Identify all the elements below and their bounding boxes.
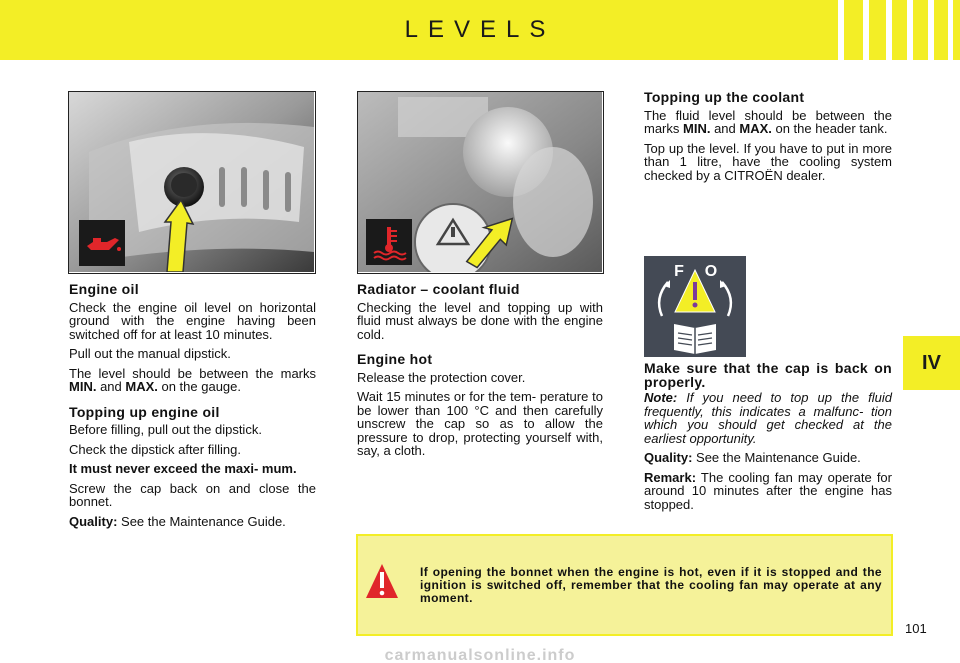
topping-oil-text: Check the dipstick after filling. <box>69 441 241 457</box>
coolant-temperature-icon <box>366 219 412 265</box>
cap-quality: Quality: See the Maintenance Guide. <box>644 450 861 465</box>
column-engine-oil <box>69 283 316 534</box>
column-cap <box>644 362 892 517</box>
coolant-level-text: The fluid level should be between the marks MIN. and MAX. on the header tank. <box>644 107 892 136</box>
topping-oil-caution: It must never exceed the maxi- mum. <box>69 461 297 476</box>
engine-oil-level-text: The level should be between the marks MIN. and MAX. on the gauge. <box>69 365 316 394</box>
coolant-text: Top up the level. If you have to put in more than 1 litre, have the cooling system checked by a CITROËN dealer. <box>644 140 892 183</box>
symbol-letter-f: F <box>674 263 684 280</box>
radiator-photo <box>357 91 604 274</box>
cap-heading: Make sure that the cap is back on properly. <box>644 360 892 390</box>
engine-hot-text: Release the protection cover. <box>357 369 526 385</box>
coolant-heading: Topping up the coolant <box>644 89 805 105</box>
cap-remark: Remark: The cooling fan may operate for around 10 minutes after the engine has stopped. <box>644 469 892 512</box>
cap-note: Note: If you need to top up the fluid frequently, this indicates a malfunc- tion which you should get checked at the earliest opportunity. <box>644 390 892 446</box>
topping-oil-heading: Topping up engine oil <box>69 403 220 420</box>
page-number: 101 <box>905 621 927 636</box>
watermark-logo <box>0 647 960 663</box>
engine-hot-heading: Engine hot <box>357 351 433 367</box>
engine-oil-photo <box>68 91 316 274</box>
svg-text:carmanualsonline.info: carmanualsonline.info <box>384 647 576 663</box>
chapter-tab[interactable] <box>903 336 960 390</box>
engine-oil-text: Pull out the manual dipstick. <box>69 346 231 361</box>
column-radiator <box>357 283 603 464</box>
engine-oil-text: Check the engine oil level on horizontal ground with the engine having been switched off for at least 10 minutes. <box>69 299 316 342</box>
oil-warning-icon <box>79 220 125 266</box>
column-coolant <box>644 91 892 188</box>
page-title: LEVELS <box>404 16 556 43</box>
chapter-tab-label: IV <box>922 352 941 374</box>
engine-oil-heading: Engine oil <box>69 281 139 297</box>
warning-triangle-icon <box>364 562 400 602</box>
topping-oil-text: Screw the cap back on and close the bonnet. <box>69 480 316 509</box>
topping-oil-text: Before filling, pull out the dipstick. <box>69 422 262 437</box>
warning-text: If opening the bonnet when the engine is hot, even if it is stopped and the ignition is switched off, remember that the cooling fan may operate at any moment. <box>420 565 882 605</box>
radiator-heading: Radiator – coolant fluid <box>357 281 520 297</box>
topping-oil-quality: Quality: See the Maintenance Guide. <box>69 513 286 529</box>
engine-hot-text: Wait 15 minutes or for the tem- perature to be lower than 100 °C and then carefully unscrew the cap so as to allow the pressure to drop, protecting yourself with, say, a cloth. <box>357 389 603 458</box>
symbol-letter-o: O <box>704 263 718 280</box>
cap-warning-symbol <box>644 256 746 357</box>
radiator-text: Checking the level and topping up with fluid must always be done with the engine cold. <box>357 299 603 342</box>
